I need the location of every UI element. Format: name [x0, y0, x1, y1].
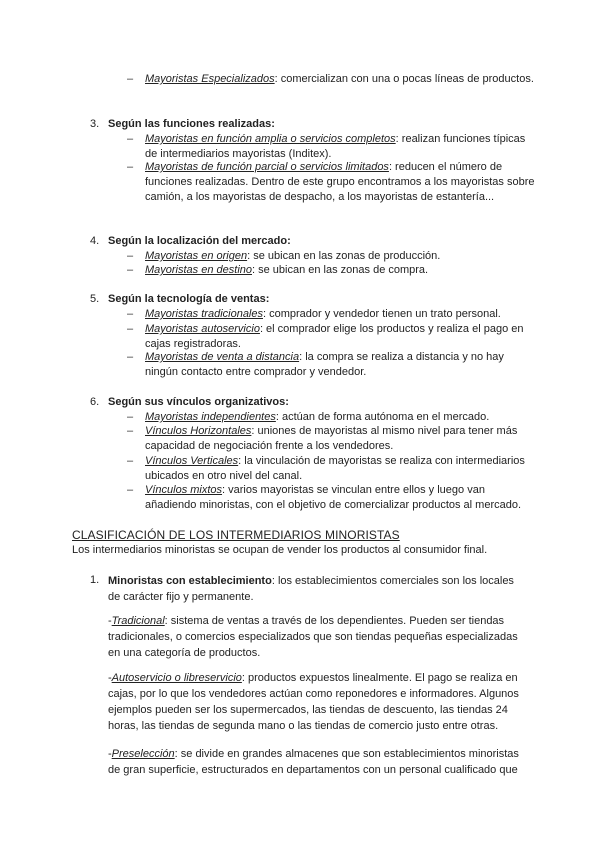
item-term: Mayoristas en destino [145, 264, 252, 276]
paragraph-term: Tradicional [111, 615, 165, 627]
paragraph-prefix: - [108, 748, 112, 760]
dash-bullet: – [127, 73, 134, 85]
section-number: 1. [90, 574, 100, 586]
list-item [145, 72, 535, 87]
item-term: Vínculos mixtos [145, 484, 223, 496]
list-item [145, 454, 535, 484]
list-item [145, 307, 535, 322]
dash-bullet: – [127, 351, 134, 363]
item-text: : realizan funciones típicas de intermediarios mayoristas (Inditex). [145, 133, 526, 160]
list-item [145, 483, 535, 513]
dash-bullet: – [127, 455, 134, 467]
dash-bullet: – [127, 484, 134, 496]
item-text: : varios mayoristas se vinculan entre ellos y luego van añadiendo minoristas, con el objetivo de comercializar productos al mercado. [145, 484, 522, 511]
item-text: : reducen el número de funciones realizadas. Dentro de este grupo encontramos a los mayoristas sobre camión, a los mayoristas de despacho, a los mayoristas de estantería... [145, 161, 535, 203]
section-number: 5. [90, 293, 100, 305]
item-term: Mayoristas independientes [145, 411, 276, 423]
heading-text: : los establecimientos comerciales son los locales de carácter fijo y permanente. [108, 575, 514, 603]
item-term: Mayoristas tradicionales [145, 308, 263, 320]
paragraph-prefix: - [108, 615, 112, 627]
item-text: : actúan de forma autónoma en el mercado. [275, 411, 490, 423]
list-item [145, 249, 535, 264]
item-term: Mayoristas en función amplia o servicios completos [145, 133, 396, 145]
paragraph-prefix: - [108, 672, 112, 684]
item-term: Vínculos Horizontales [145, 425, 252, 437]
minoristas-paragraph [108, 670, 528, 734]
dash-bullet: – [127, 425, 134, 437]
dash-bullet: – [127, 133, 134, 145]
dash-bullet: – [127, 308, 134, 320]
item-text: : se ubican en las zonas de compra. [252, 264, 429, 276]
paragraph-text: : sistema de ventas a través de los dependientes. Pueden ser tiendas tradicionales, o comercios especializados que son tiendas pequeñas especializadas en una categoría de productos. [108, 615, 518, 659]
section-heading: Según la tecnología de ventas: [108, 293, 270, 305]
dash-bullet: – [127, 264, 134, 276]
item-text: : comercializan con una o pocas líneas de productos. [274, 73, 534, 85]
section-title: CLASIFICACIÓN DE LOS INTERMEDIARIOS MINORISTAS [72, 528, 400, 542]
paragraph-text: : productos expuestos linealmente. El pago se realiza en cajas, por lo que los vendedores actúan como reponedores e informadores. Algunos ejemplos pueden ser los supermercados, las tiendas de descuento, las tiendas 24 horas, las tiendas de segunda mano o las tiendas de comercio justo entre otras. [108, 672, 519, 732]
list-item [145, 160, 535, 205]
dash-bullet: – [127, 411, 134, 423]
dash-bullet: – [127, 323, 134, 335]
item-text: : la vinculación de mayoristas se realiza con intermediarios ubicados en otro nivel del canal. [145, 455, 525, 482]
section-heading: Según las funciones realizadas: [108, 118, 275, 130]
section-heading: Según la localización del mercado: [108, 235, 291, 247]
section-heading: Según sus vínculos organizativos: [108, 396, 289, 408]
intro-paragraph: Los intermediarios minoristas se ocupan de vender los productos al consumidor final. [72, 544, 488, 556]
list-item [145, 132, 535, 162]
minoristas-paragraph [108, 746, 528, 778]
item-term: Mayoristas en origen [145, 250, 248, 262]
item-term: Mayoristas autoservicio [145, 323, 260, 335]
list-item [145, 322, 535, 352]
item-text: : comprador y vendedor tienen un trato personal. [263, 308, 501, 320]
minoristas-heading-paragraph [108, 573, 528, 605]
item-text: : la compra se realiza a distancia y no hay ningún contacto entre comprador y vendedor. [145, 351, 504, 378]
section-number: 3. [90, 118, 100, 130]
paragraph-term: Preselección [111, 748, 175, 760]
paragraph-term: Autoservicio o libreservicio [111, 672, 242, 684]
section-heading: Minoristas con establecimiento [108, 575, 272, 587]
minoristas-paragraph [108, 613, 528, 661]
list-item [145, 424, 535, 454]
list-item [145, 410, 535, 425]
list-item [145, 263, 535, 278]
dash-bullet: – [127, 250, 134, 262]
paragraph-text: : se divide en grandes almacenes que son establecimientos minoristas de gran superficie, estructurados en departamentos con un personal cualificado que [108, 748, 519, 776]
item-text: : uniones de mayoristas al mismo nivel para tener más capacidad de negociación frente a los vendedores. [145, 425, 518, 452]
section-number: 6. [90, 396, 100, 408]
item-text: : el comprador elige los productos y realiza el pago en cajas registradoras. [145, 323, 524, 350]
list-item [145, 350, 535, 380]
item-term: Vínculos Verticales [145, 455, 239, 467]
item-text: : se ubican en las zonas de producción. [247, 250, 441, 262]
section-number: 4. [90, 235, 100, 247]
dash-bullet: – [127, 161, 134, 173]
item-term: Mayoristas de venta a distancia [145, 351, 300, 363]
item-term: Mayoristas Especializados [145, 73, 275, 85]
item-term: Mayoristas de función parcial o servicios limitados [145, 161, 389, 173]
